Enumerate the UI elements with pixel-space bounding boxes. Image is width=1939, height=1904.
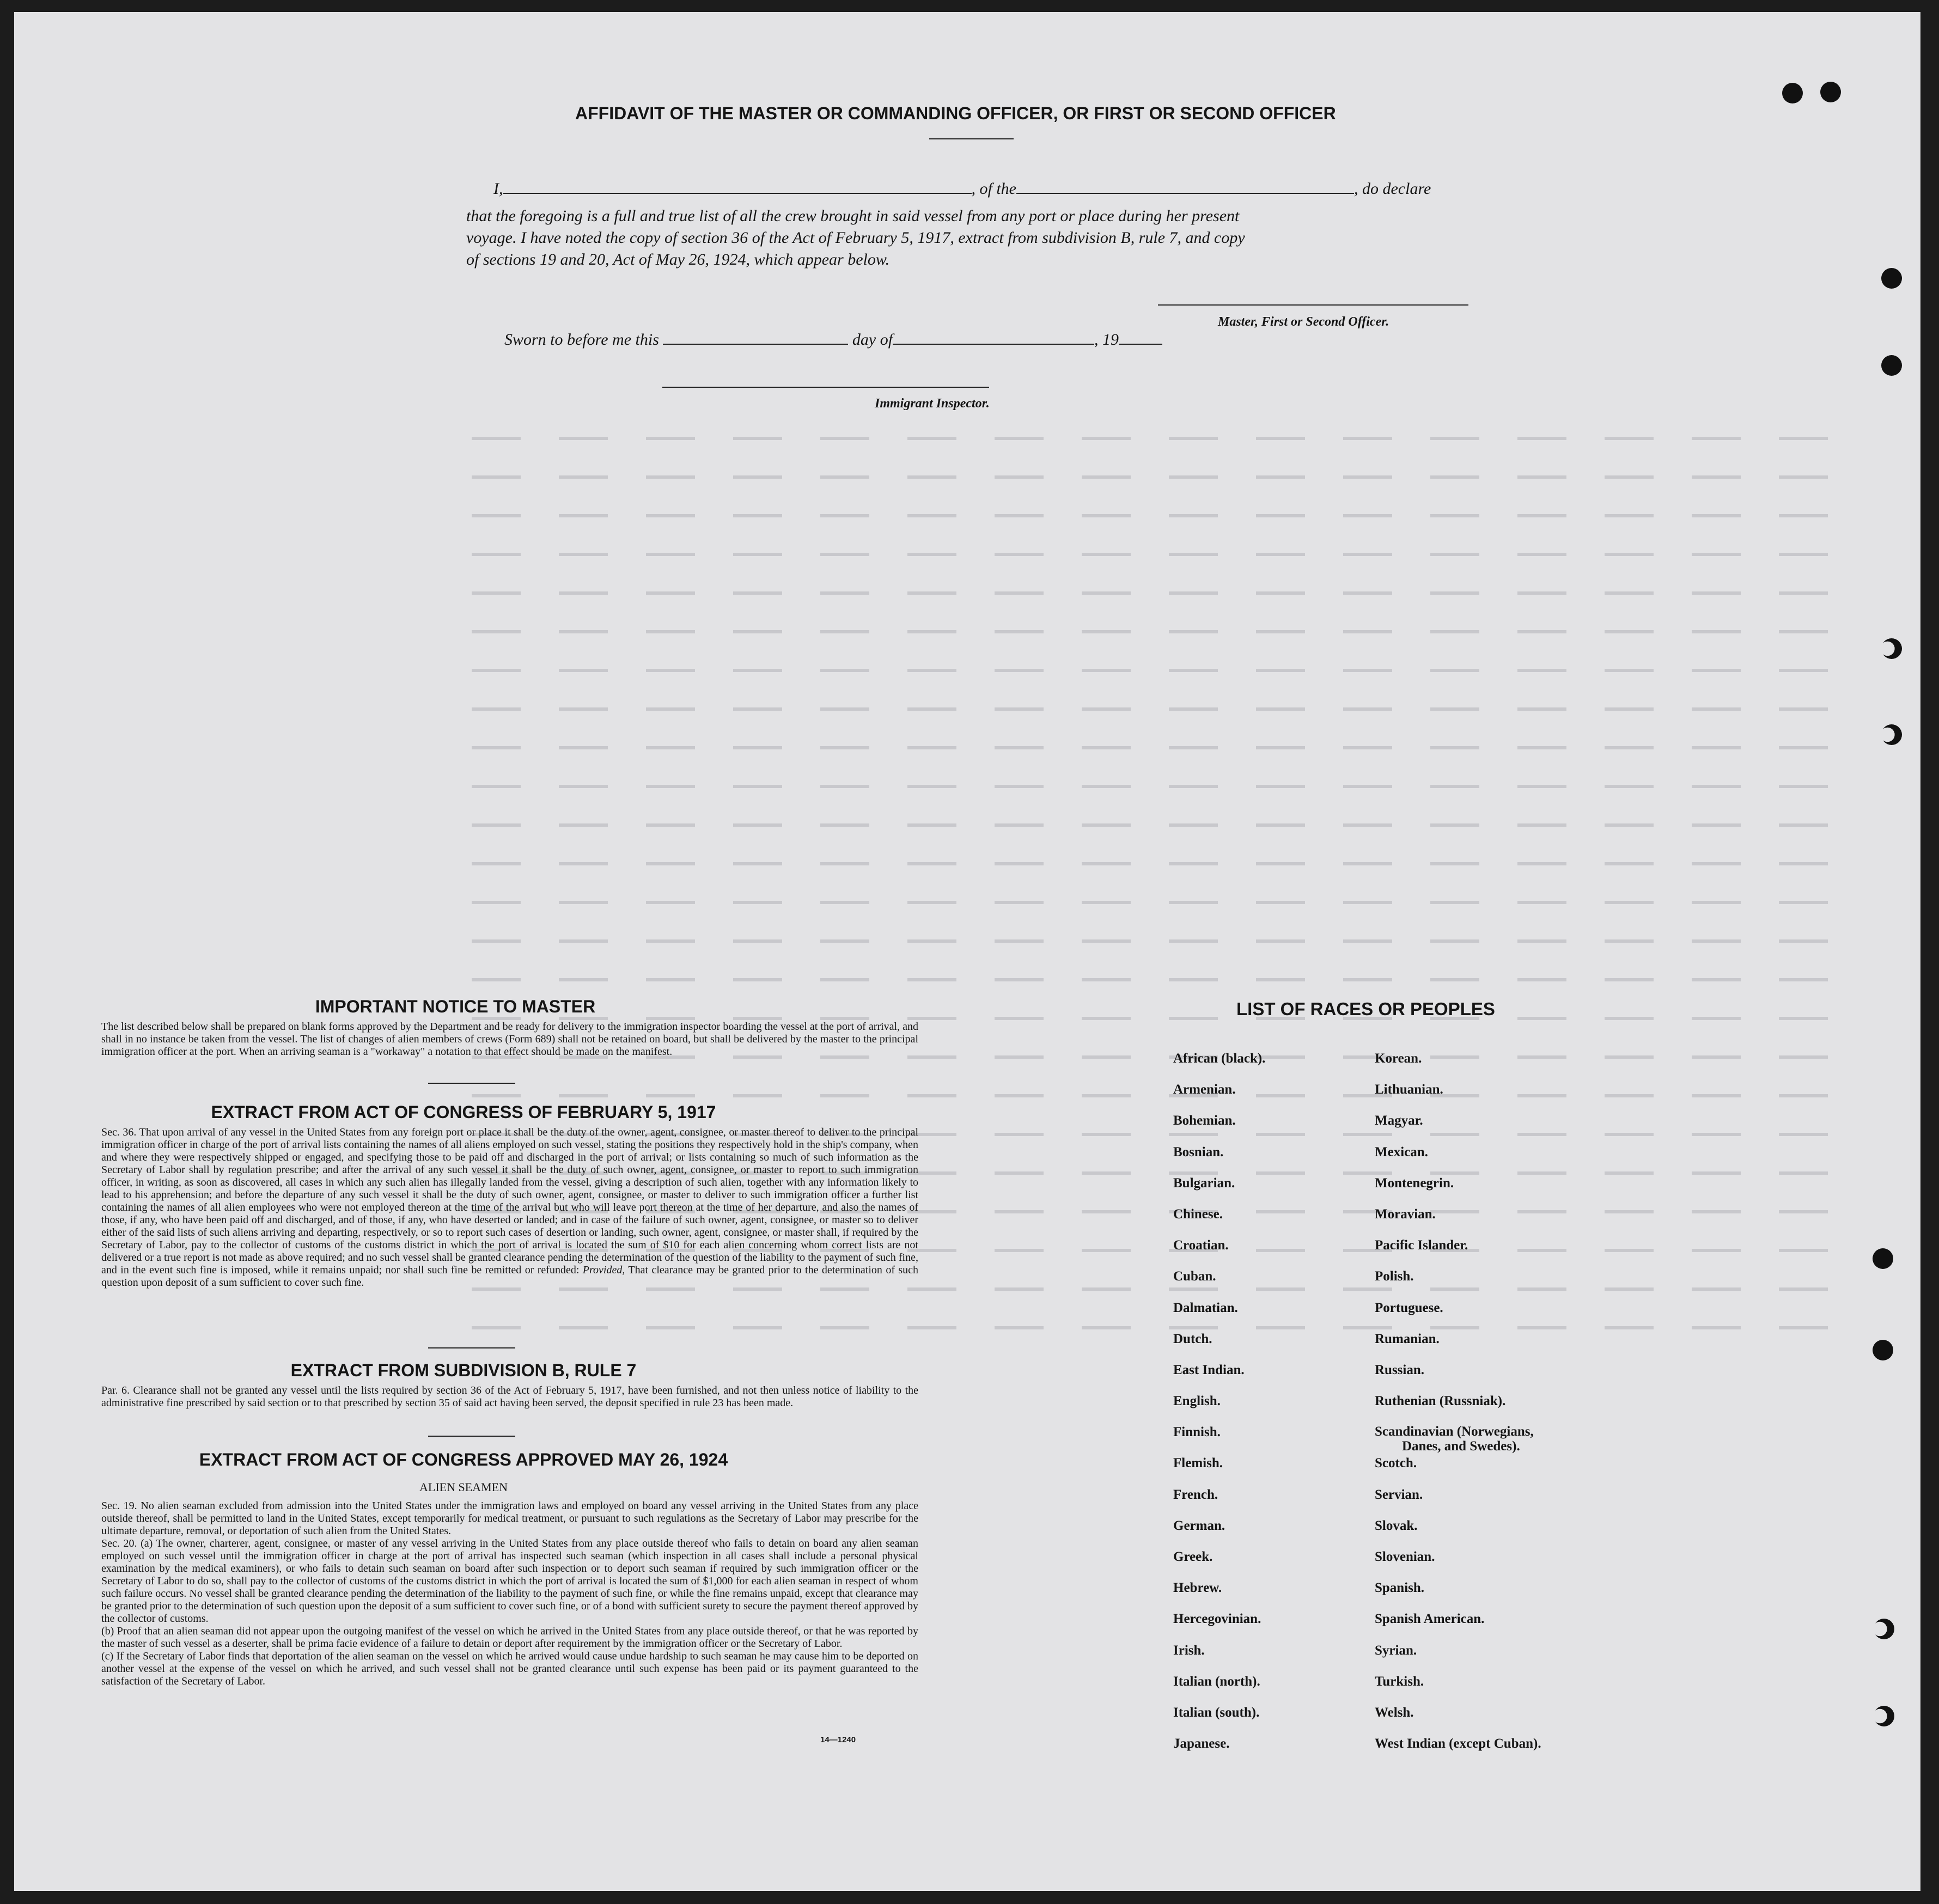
sworn-line	[504, 331, 1162, 349]
races-column-left	[1173, 1051, 1265, 1767]
affidavit-line-4: of sections 19 and 20, Act of May 26, 1924, which appear below.	[466, 251, 890, 268]
bleed-through-row	[472, 823, 1866, 827]
day-blank	[663, 344, 848, 345]
right-race-item: Slovak.	[1375, 1518, 1418, 1533]
binder-hole	[1873, 1248, 1893, 1269]
divider	[428, 1083, 515, 1084]
divider	[428, 1347, 515, 1348]
rule7-title: EXTRACT FROM SUBDIVISION B, RULE 7	[290, 1360, 637, 1380]
left-race-item: Italian (north).	[1173, 1674, 1260, 1689]
extract-1924-title: EXTRACT FROM ACT OF CONGRESS APPROVED MAY 26, 1924	[199, 1450, 728, 1469]
left-race-item: Croatian.	[1173, 1238, 1229, 1253]
binder-hole	[1873, 1340, 1893, 1360]
divider	[428, 1436, 515, 1437]
binder-hole	[1820, 82, 1841, 102]
notice-body: The list described below shall be prepared on blank forms approved by the Department and be ready for delivery to the immigration inspector boarding the vessel at the port of arrival, and shall in no instance be taken from the vessel. The list of changes of alien members of crews (Form 689) shall not be retained on board, but shall be delivered by the master to the principal immigration officer at the port. When an arriving seaman is a "workaway" a notation to that effect should be made on the manifest.	[101, 1021, 918, 1058]
right-race-item: Pacific Islander.	[1375, 1238, 1468, 1253]
bleed-through-row	[472, 514, 1866, 517]
binder-hole	[1881, 638, 1902, 659]
bleed-through-row	[472, 630, 1866, 633]
left-race-item: Finnish.	[1173, 1425, 1221, 1440]
affidavit-text: , do declare	[1354, 180, 1431, 198]
right-race-item: Ruthenian (Russniak).	[1375, 1394, 1506, 1409]
bleed-through-row	[472, 785, 1866, 788]
right-race-item: Mexican.	[1375, 1144, 1428, 1160]
bleed-through-row	[472, 862, 1866, 865]
left-race-item: Japanese.	[1173, 1736, 1230, 1752]
affidavit-line-3: voyage. I have noted the copy of section 36 of the Act of February 5, 1917, extract from subdivision B, rule 7, and copy	[466, 229, 1245, 247]
left-race-item: Italian (south).	[1173, 1705, 1260, 1720]
divider	[929, 138, 1014, 139]
extract-1917-body	[101, 1126, 918, 1289]
extract-1924-body	[101, 1500, 918, 1688]
affidavit-text: I,	[493, 180, 503, 198]
left-race-item: Bulgarian.	[1173, 1175, 1235, 1191]
bleed-through-row	[472, 669, 1866, 672]
right-race-item: Welsh.	[1375, 1705, 1414, 1720]
bleed-through-row	[472, 978, 1866, 981]
right-race-item: Servian.	[1375, 1487, 1423, 1502]
binder-hole	[1874, 1619, 1894, 1639]
bleed-through-row	[472, 707, 1866, 711]
rule7-body: Par. 6. Clearance shall not be granted any vessel until the lists required by section 36 of the Act of February 5, 1917, have been furnished, and not then unless notice of liability to the administrative fine prescribed by said section or to that prescribed by section 35 of said act having been served, the deposit specified in rule 23 has been made.	[101, 1384, 918, 1409]
right-race-item: Spanish.	[1375, 1580, 1425, 1596]
month-blank	[893, 344, 1094, 345]
notice-title: IMPORTANT NOTICE TO MASTER	[315, 997, 596, 1016]
races-title: LIST OF RACES OR PEOPLES	[1236, 999, 1495, 1019]
right-race-item: Lithuanian.	[1375, 1082, 1443, 1097]
left-race-item: Armenian.	[1173, 1082, 1236, 1097]
binder-hole	[1881, 355, 1902, 376]
right-race-item: Scotch.	[1375, 1456, 1417, 1471]
right-race-item: Moravian.	[1375, 1206, 1436, 1222]
extract-1917-text-end: That clearance may be granted prior to the determination of such question upon deposit of a sum sufficient to cover such fine.	[101, 1264, 919, 1289]
bleed-through-row	[472, 939, 1866, 943]
left-race-item: Irish.	[1173, 1643, 1205, 1658]
section-20b: (b) Proof that an alien seaman did not appear upon the outgoing manifest of the vessel on which he arrived in the United States from any place outside thereof, or that he was reported by the master of such vessel as a deserter, shall be prima facie evidence of a failure to detain or deport after requirement by the immigration officer or the Secretary of Labor.	[101, 1625, 918, 1650]
right-race-item	[1375, 1424, 1541, 1455]
left-race-item: Bosnian.	[1173, 1144, 1224, 1160]
race-text-cont: Danes, and Swedes).	[1402, 1439, 1520, 1454]
right-race-item: Magyar.	[1375, 1113, 1423, 1128]
binder-hole	[1874, 1706, 1894, 1726]
bleed-through-row	[472, 746, 1866, 749]
extract-1924-subtitle: ALIEN SEAMEN	[419, 1480, 508, 1494]
right-race-item: Russian.	[1375, 1362, 1425, 1377]
bleed-through-row	[472, 437, 1866, 440]
bleed-through-row	[472, 475, 1866, 479]
bleed-through-row	[472, 901, 1866, 904]
master-caption: Master, First or Second Officer.	[1218, 315, 1389, 329]
inspector-line	[662, 387, 989, 388]
right-race-item: Syrian.	[1375, 1643, 1417, 1658]
signature-line	[1158, 304, 1468, 306]
right-race-item: Spanish American.	[1375, 1612, 1485, 1627]
extract-1917-title: EXTRACT FROM ACT OF CONGRESS OF FEBRUARY 5, 1917	[211, 1102, 716, 1122]
left-race-item: Flemish.	[1173, 1456, 1223, 1471]
left-race-item: Dutch.	[1173, 1331, 1212, 1346]
manifest-page	[14, 12, 1920, 1891]
right-race-item: Slovenian.	[1375, 1549, 1435, 1564]
left-race-item: Greek.	[1173, 1549, 1213, 1564]
binder-hole	[1782, 83, 1803, 103]
left-race-item: English.	[1173, 1394, 1221, 1409]
right-race-item: West Indian (except Cuban).	[1375, 1736, 1541, 1752]
left-race-item: East Indian.	[1173, 1362, 1245, 1377]
left-race-item: African (black).	[1173, 1051, 1266, 1066]
left-race-item: Chinese.	[1173, 1206, 1223, 1222]
binder-hole	[1881, 724, 1902, 745]
affidavit-title: AFFIDAVIT OF THE MASTER OR COMMANDING OFFICER, OR FIRST OR SECOND OFFICER	[575, 103, 1336, 123]
extract-1917-proviso: Provided,	[582, 1264, 625, 1276]
right-race-item: Montenegrin.	[1375, 1175, 1454, 1191]
sworn-text: Sworn to before me this	[504, 331, 659, 349]
section-20c: (c) If the Secretary of Labor finds that deportation of the alien seaman on the vessel on which he arrived would cause undue hardship to such seaman he may cause him to be deported on another vessel at the expense of the vessel on which he arrived, and such vessel shall not be granted clearance until such expense has been paid or its payment guaranteed to the satisfaction of the Secretary of Labor.	[101, 1650, 918, 1687]
right-race-item: Polish.	[1375, 1269, 1414, 1284]
bleed-through-row	[472, 1094, 1866, 1097]
bleed-through-row	[472, 1017, 1866, 1020]
affidavit-line-2: that the foregoing is a full and true list of all the crew brought in said vessel from any port or place during her present	[466, 207, 1240, 225]
right-race-item: Rumanian.	[1375, 1331, 1440, 1346]
race-text: Scandinavian (Norwegians,	[1375, 1424, 1534, 1439]
left-race-item: Bohemian.	[1173, 1113, 1236, 1128]
bleed-through-row	[472, 591, 1866, 595]
right-race-item: Turkish.	[1375, 1674, 1424, 1689]
left-race-item: Cuban.	[1173, 1269, 1216, 1284]
inspector-caption: Immigrant Inspector.	[875, 396, 990, 411]
sworn-text: day of	[852, 331, 893, 349]
right-race-item: Portuguese.	[1375, 1300, 1443, 1315]
name-blank	[503, 193, 972, 194]
form-number: 14—1240	[820, 1735, 856, 1744]
races-column-right	[1375, 1051, 1541, 1767]
bleed-through-row	[472, 553, 1866, 556]
affidavit-line-1	[493, 180, 1517, 198]
left-race-item: German.	[1173, 1518, 1225, 1533]
affidavit-text: , of the	[971, 180, 1016, 198]
year-blank	[1119, 344, 1162, 345]
section-20a: Sec. 20. (a) The owner, charterer, agent, consignee, or master of any vessel arriving in the United States from any place outside thereof who fails to detain on board any alien seaman employed on such vessel until the immigration officer in charge at the port of arrival has inspected such seaman (which inspection in all cases shall include a personal physical examination by the medical examiners), or who fails to detain such seaman on board after such inspection or to deport such seaman if required by such immigration officer or the Secretary of Labor to do so, shall pay to the collector of customs of the customs district in which the port of arrival is located the sum of $1,000 for each alien seaman in respect of whom such failure occurs. No vessel shall be granted clearance pending the determination of the liability to the payment of such fine, or while the fine remains unpaid, except that clearance may be granted prior to the determination of such question upon the deposit of a sum sufficient to cover such fine, or of a bond with sufficient surety to secure the payment thereof approved by the collector of customs.	[101, 1537, 918, 1625]
left-race-item: French.	[1173, 1487, 1218, 1502]
vessel-blank	[1016, 193, 1354, 194]
right-race-item: Korean.	[1375, 1051, 1422, 1066]
section-19: Sec. 19. No alien seaman excluded from admission into the United States under the immigration laws and employed on board any vessel arriving in the United States from any place outside thereof, shall be permitted to land in the United States, except temporarily for medical treatment, or pursuant to such regulations as the Secretary of Labor may prescribe for the ultimate departure, removal, or deportation of such alien from the United States.	[101, 1500, 918, 1537]
left-race-item: Hebrew.	[1173, 1580, 1222, 1596]
left-race-item: Hercegovinian.	[1173, 1612, 1261, 1627]
binder-hole	[1881, 268, 1902, 289]
bleed-through-row	[472, 1326, 1866, 1329]
extract-1917-text: Sec. 36. That upon arrival of any vessel in the United States from any foreign port or place it shall be the duty of the owner, agent, consignee, or master thereof to deliver to the principal immigration officer in charge of the port of arrival lists containing the names of all aliens employed on such vessel, stating the positions they respectively hold in the ship's company, when and where they were respectively shipped or engaged, and specifying those to be paid off and discharged in the port of arrival; or lists containing so much of such information as the Secretary of Labor shall by regulation prescribe; and after the arrival of any such vessel it shall be the duty of such owner, agent, consignee, or master to report to such immigration officer, in writing, as soon as discovered, all cases in which any such alien has illegally landed from the vessel, giving a description of such alien, together with any information likely to lead to his apprehension; and before the departure of any such vessel it shall be the duty of such owner, agent, consignee, or master to deliver to such immigration officer a further list containing the names of all alien employees who were not employed thereon at the time of the arrival but who will leave port thereon at the time of her departure, and also the names of those, if any, who have been paid off and discharged, and of those, if any, who have deserted or landed; and in case of the failure of such owner, agent, consignee, or master so to deliver either of the said lists of such aliens arriving and departing, respectively, or so to report such cases of desertion or landing, such owner, agent, consignee, or master shall, if required by the Secretary of Labor, pay to the collector of customs of the customs district in which the port of arrival is located the sum of $10 for each alien concerning whom correct lists are not delivered or a true report is not made as above required; and no such vessel shall be granted clearance pending the determination of the question of the liability to the payment of such fine, and in the event such fine is imposed, while it remains unpaid; nor shall such fine be remitted or refunded:	[101, 1126, 918, 1276]
left-race-item: Dalmatian.	[1173, 1300, 1238, 1315]
sworn-text: , 19	[1094, 331, 1119, 349]
